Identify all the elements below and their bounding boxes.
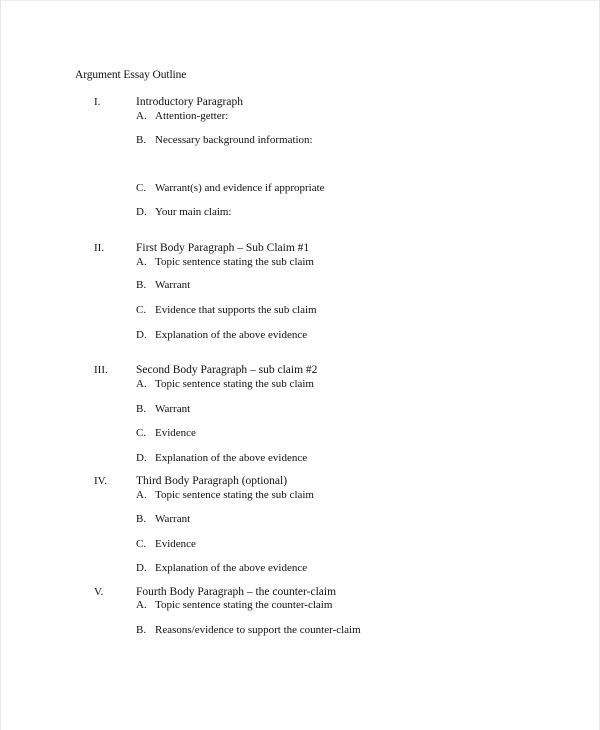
item-letter: A. [136,489,147,501]
item-text: Warrant(s) and evidence if appropriate [155,182,325,194]
document-title: Argument Essay Outline [75,69,187,81]
item-letter: C. [136,427,147,439]
outline-item [136,110,228,122]
outline-item [136,599,332,611]
outline-item [136,452,307,464]
outline-item [136,256,314,268]
section-numeral: I. [94,96,101,108]
item-text: Explanation of the above evidence [155,329,308,341]
item-text: Necessary background information: [155,134,313,146]
item-letter: D. [136,206,147,218]
item-text: Explanation of the above evidence [155,452,308,464]
item-text: Reasons/evidence to support the counter-claim [155,624,361,636]
item-text: Topic sentence stating the sub claim [155,378,314,390]
item-text: Warrant [155,403,191,415]
item-text: Topic sentence stating the sub claim [155,489,314,501]
item-letter: A. [136,599,147,611]
item-letter: B. [136,513,147,525]
item-letter: B. [136,279,147,291]
section-numeral: IV. [94,475,107,487]
section-heading: First Body Paragraph – Sub Claim #1 [136,242,310,254]
item-text: Warrant [155,513,191,525]
item-text: Attention-getter: [155,110,229,122]
item-letter: B. [136,624,147,636]
item-letter: A. [136,256,147,268]
section-numeral: III. [94,364,108,376]
item-letter: B. [136,134,147,146]
item-text: Evidence that supports the sub claim [155,304,317,316]
outline-item [136,538,196,550]
section-heading: Fourth Body Paragraph – the counter-claim [136,586,337,598]
item-letter: B. [136,403,147,415]
item-letter: A. [136,378,147,390]
outline-item [136,206,232,218]
section-heading: Introductory Paragraph [136,96,243,108]
item-text: Evidence [155,538,196,550]
item-letter: C. [136,304,147,316]
item-text: Warrant [155,279,191,291]
item-letter: A. [136,110,147,122]
item-text: Explanation of the above evidence [155,562,308,574]
outline-item [136,134,313,146]
outline-item [136,489,314,501]
item-text: Topic sentence stating the counter-claim [155,599,333,611]
outline-item [136,304,317,316]
item-letter: D. [136,562,147,574]
item-letter: C. [136,538,147,550]
item-text: Topic sentence stating the sub claim [155,256,314,268]
section-numeral: II. [94,242,105,254]
item-text: Evidence [155,427,196,439]
item-text: Your main claim: [155,206,232,218]
outline-item [136,624,361,636]
outline-item [136,427,196,439]
outline-item [136,403,190,415]
outline-item [136,279,190,291]
item-letter: D. [136,452,147,464]
section-heading: Third Body Paragraph (optional) [136,475,288,487]
section-numeral: V. [94,586,104,598]
outline-item [136,513,190,525]
section-heading: Second Body Paragraph – sub claim #2 [136,364,318,376]
outline-item [136,378,314,390]
item-letter: C. [136,182,147,194]
item-letter: D. [136,329,147,341]
outline-item [136,182,325,194]
outline-item [136,562,307,574]
outline-item [136,329,307,341]
